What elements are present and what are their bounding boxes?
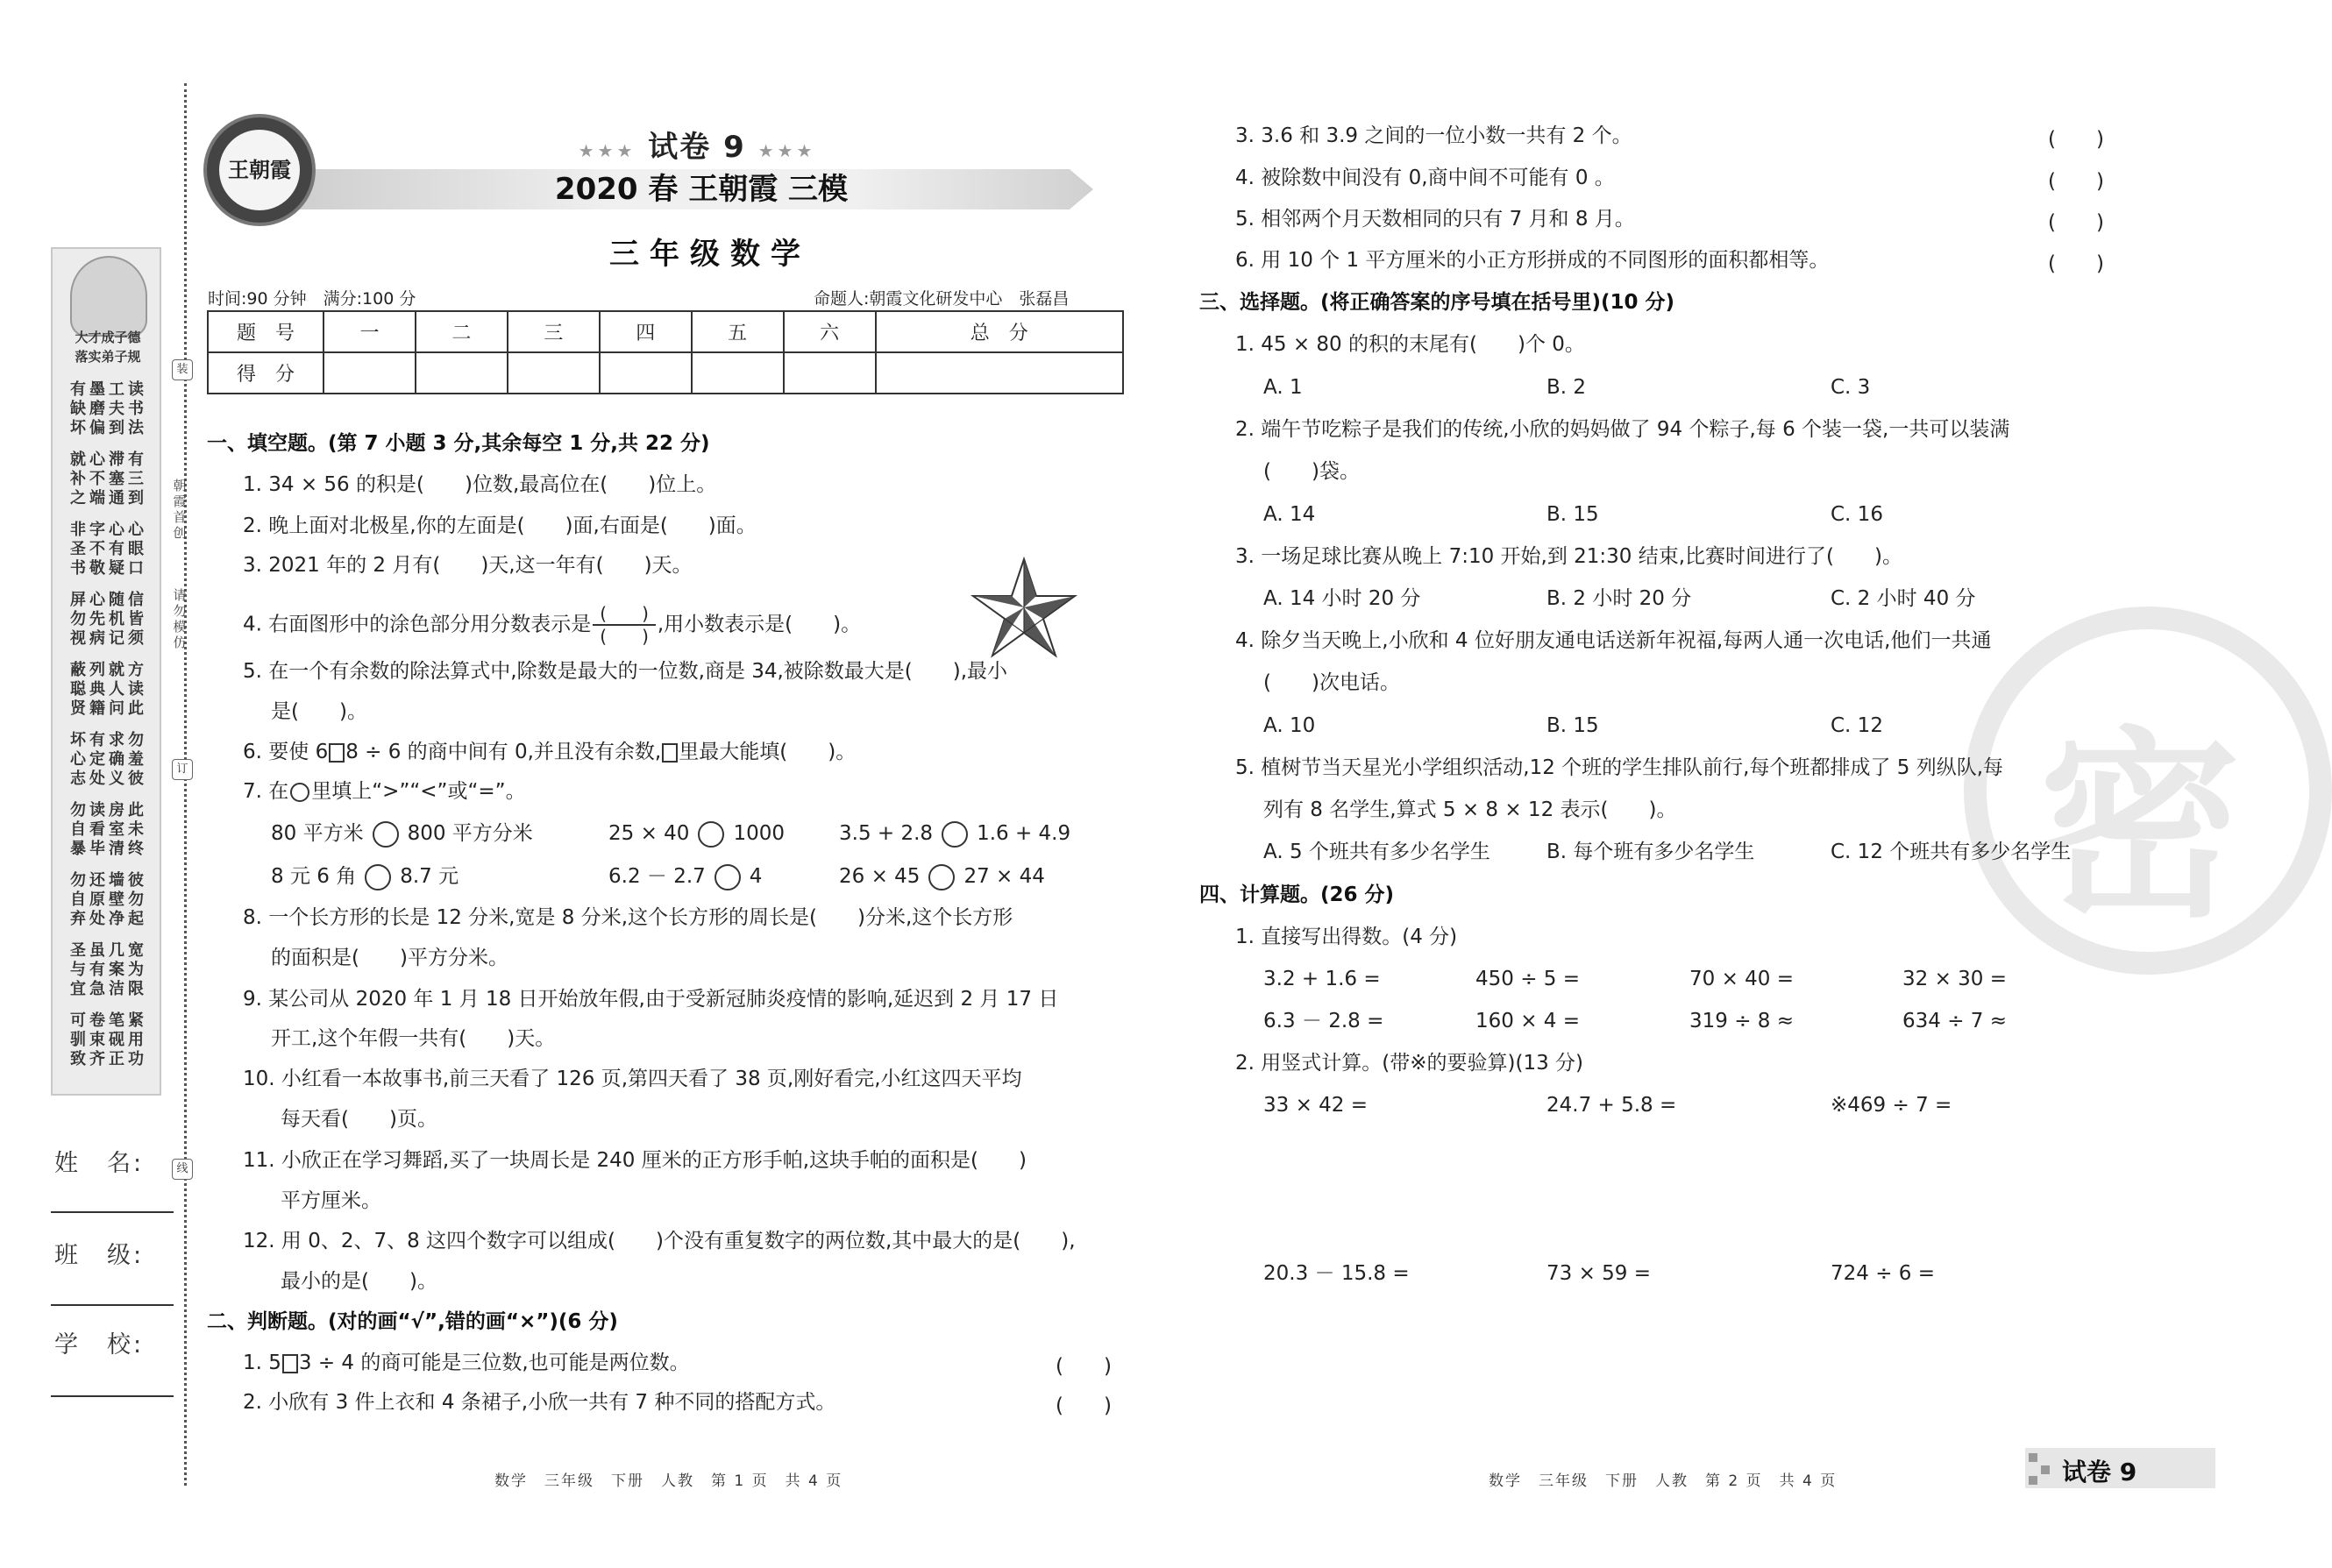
compare-item: 8 元 6 角 8.7 元 [271, 863, 459, 890]
circle-symbol [290, 783, 309, 802]
fill-q10-line1: 10. 小红看一本故事书,前三天看了 126 页,第四天看了 38 页,刚好看完,小红这四天平均 [243, 1068, 1022, 1090]
sidebar-motto-2: 落实弟子规 [75, 349, 141, 365]
section-judge-heading: 二、判断题。(对的画“√”,错的画“×”)(6 分) [207, 1310, 618, 1333]
score-table-cell: 三 [508, 311, 600, 352]
idiom-column: 几案洁 [109, 941, 124, 998]
idiom-column: 勿自弃 [70, 871, 86, 928]
choice-option[interactable]: A. 14 小时 20 分 [1263, 587, 1421, 610]
judge-q6: 6. 用 10 个 1 平方厘米的小正方形拼成的不同图形的面积都相等。 [1235, 249, 1830, 272]
idiom-column: 工夫到 [109, 380, 124, 437]
idiom-column: 坏心志 [70, 731, 86, 788]
score-table-score-row [208, 352, 1123, 394]
choice-option[interactable]: B. 2 [1546, 376, 1587, 399]
time-score-info: 时间:90 分钟 满分:100 分 [208, 289, 416, 309]
seal-mark-1: 装 [172, 359, 193, 380]
school-line[interactable] [51, 1395, 174, 1397]
choice-option[interactable]: A. 5 个班共有多少名学生 [1263, 841, 1490, 863]
choice-option[interactable]: C. 2 小时 40 分 [1831, 587, 1976, 610]
fill-q1: 1. 34 × 56 的积是( )位数,最高位在( )位上。 [243, 473, 717, 496]
name-line[interactable] [51, 1211, 174, 1213]
judge-q2: 2. 小欣有 3 件上衣和 4 条裙子,小欣一共有 7 种不同的搭配方式。 [243, 1391, 836, 1414]
fill-q6 [243, 739, 856, 765]
choice-option[interactable]: C. 3 [1831, 376, 1871, 399]
compare-item: 26 × 45 27 × 44 [839, 863, 1045, 890]
section-fill-heading: 一、填空题。(第 7 小题 3 分,其余每空 1 分,共 22 分) [207, 432, 710, 455]
binding-dotted-line [184, 83, 187, 1486]
square-blank[interactable] [329, 743, 345, 763]
idiom-column: 随机记 [109, 591, 124, 648]
choice-option[interactable]: B. 15 [1546, 503, 1599, 526]
direct-calc-item: 319 ÷ 8 ≈ [1689, 1010, 1795, 1032]
compare-item: 6.2 － 2.7 4 [608, 863, 762, 890]
choice-option[interactable]: B. 15 [1546, 714, 1599, 737]
fill-q9-line2: 开工,这个年假一共有( )天。 [271, 1027, 556, 1050]
direct-calc-item: 70 × 40 = [1689, 968, 1795, 990]
judge-answer-bracket[interactable]: ( ) [1056, 1355, 1112, 1378]
choice-q1: 1. 45 × 80 的积的末尾有( )个 0。 [1235, 333, 1585, 356]
idiom-column: 此未终 [128, 801, 144, 858]
stamp-glyph: 密 [2039, 711, 2242, 945]
fill-q8-line1: 8. 一个长方形的长是 12 分米,宽是 8 分米,这个长方形的周长是( )分米,这个长方形 [243, 906, 1013, 929]
idiom-column: 房室清 [109, 801, 124, 858]
exam-title: 2020 春 王朝霞 三模 [554, 172, 849, 207]
seal-note-2: 请勿模仿 [173, 587, 187, 650]
fill-q6-c: 里最大能填( )。 [679, 741, 857, 763]
idiom-column: 字不敬 [89, 521, 105, 578]
idiom-column: 紧用功 [128, 1011, 144, 1068]
score-input-cell[interactable] [600, 352, 692, 394]
name-label: 姓 名: [54, 1150, 145, 1177]
section-calc-heading: 四、计算题。(26 分) [1199, 883, 1395, 906]
judge-answer-bracket[interactable]: ( ) [2048, 170, 2104, 193]
calc-sub1-heading: 1. 直接写出得数。(4 分) [1235, 926, 1458, 948]
seal-mark-3: 线 [172, 1159, 193, 1180]
fill-q7 [243, 778, 526, 805]
choice-q5-line1: 5. 植树节当天星光小学组织活动,12 个班的学生排队前行,每个班都排成了 5 列纵队,每 [1235, 756, 2004, 779]
score-table-cell: 四 [600, 311, 692, 352]
idiom-column: 有三到 [128, 451, 144, 507]
paper-number: 试卷 9 [648, 130, 746, 165]
choice-q3: 3. 一场足球比赛从晚上 7:10 开始,到 21:30 结束,比赛时间进行了( )。 [1235, 545, 1902, 568]
judge-q1: 1. 5 3 ÷ 4 的商可能是三位数,也可能是两位数。 [243, 1352, 690, 1374]
vertical-calc-item: 724 ÷ 6 = [1831, 1262, 1936, 1285]
idiom-column: 勿自暴 [70, 801, 86, 858]
idiom-column: 心有疑 [109, 521, 124, 578]
judge-q4: 4. 被除数中间没有 0,商中间不可能有 0 。 [1235, 167, 1615, 189]
secret-stamp-watermark [1964, 607, 2332, 975]
fill-q8-line2: 的面积是( )平方分米。 [271, 947, 508, 969]
seal-mark-2: 订 [172, 759, 193, 780]
direct-calc-item: 32 × 30 = [1902, 968, 2008, 990]
judge-answer-bracket[interactable]: ( ) [1056, 1394, 1112, 1417]
choice-q4-line2: ( )次电话。 [1263, 671, 1400, 694]
idiom-column: 虽有急 [89, 941, 105, 998]
square-blank [662, 743, 678, 763]
compare-item: 25 × 40 1000 [608, 820, 785, 848]
idiom-column: 圣与宜 [70, 941, 86, 998]
score-input-cell[interactable] [323, 352, 416, 394]
choice-option[interactable]: C. 12 [1831, 714, 1883, 737]
fill-q12-line2: 最小的是( )。 [281, 1270, 437, 1293]
subject-title: 三年级数学 [609, 237, 811, 272]
choice-q2-line2: ( )袋。 [1263, 460, 1360, 483]
logo-text: 王朝霞 [219, 130, 300, 210]
vertical-calc-item: ※469 ÷ 7 = [1831, 1094, 1952, 1117]
choice-option[interactable]: C. 12 个班共有多少名学生 [1831, 841, 2072, 863]
fill-q5-line1: 5. 在一个有余数的除法算式中,除数是最大的一位数,商是 34,被除数最大是( ),最小 [243, 660, 1008, 683]
idiom-column: 笔砚正 [109, 1011, 124, 1068]
fill-q10-line2: 每天看( )页。 [281, 1108, 437, 1131]
idiom-column: 屏勿视 [70, 591, 86, 648]
judge-answer-bracket[interactable]: ( ) [2048, 252, 2104, 275]
compare-circle[interactable] [698, 821, 724, 848]
idiom-column: 非圣书 [70, 521, 86, 578]
idiom-column: 求确义 [109, 731, 124, 788]
sidebar-panel [51, 247, 161, 1096]
fill-q4-text-a: 4. 右面图形中的涂色部分用分数表示是 [243, 613, 592, 636]
compare-circle[interactable] [715, 864, 741, 890]
idiom-column: 蔽聪贤 [70, 661, 86, 718]
square-blank [282, 1354, 298, 1373]
score-input-cell[interactable] [784, 352, 876, 394]
calc-sub2-heading: 2. 用竖式计算。(带※的要验算)(13 分) [1235, 1052, 1583, 1075]
choice-option[interactable]: A. 14 [1263, 503, 1316, 526]
idiom-column: 心先病 [89, 591, 105, 648]
idiom-column: 心眼口 [128, 521, 144, 578]
choice-option[interactable]: A. 10 [1263, 714, 1316, 737]
direct-calc-item: 634 ÷ 7 ≈ [1902, 1010, 2008, 1032]
page-tab [2025, 1448, 2215, 1488]
fill-q9-line1: 9. 某公司从 2020 年 1 月 18 日开始放年假,由于受新冠肺炎疫情的影响,延迟到 2 月 17 日 [243, 988, 1059, 1011]
idiom-column: 读看毕 [89, 801, 105, 858]
vertical-calc-item: 73 × 59 = [1546, 1262, 1652, 1285]
score-table-cell: 一 [323, 311, 416, 352]
choice-q5-line2: 列有 8 名学生,算式 5 × 8 × 12 表示( )。 [1263, 798, 1677, 821]
stars-right: ★★★ [757, 140, 816, 161]
fill-q11-line1: 11. 小欣正在学习舞蹈,买了一块周长是 240 厘米的正方形手帕,这块手帕的面积是( ) [243, 1149, 1027, 1172]
score-input-cell[interactable] [416, 352, 508, 394]
compare-circle[interactable] [373, 821, 399, 848]
judge-answer-bracket[interactable]: ( ) [2048, 211, 2104, 234]
compare-item: 80 平方米 800 平方分米 [271, 820, 533, 848]
fill-q6-a: 6. 要使 6 [243, 741, 329, 763]
direct-calc-item: 450 ÷ 5 = [1475, 968, 1581, 990]
compare-circle[interactable] [365, 864, 391, 890]
author-info: 命题人:朝霞文化研发中心 张磊昌 [814, 289, 1070, 309]
judge-q5: 5. 相邻两个月天数相同的只有 7 月和 8 月。 [1235, 208, 1635, 231]
vertical-calc-item: 24.7 + 5.8 = [1546, 1094, 1677, 1117]
score-input-cell[interactable] [692, 352, 784, 394]
score-table-cell: 五 [692, 311, 784, 352]
idiom-column: 就补之 [70, 451, 86, 507]
fill-q12-line1: 12. 用 0、2、7、8 这四个数字可以组成( )个没有重复数字的两位数,其中最大的是( ), [243, 1230, 1076, 1252]
idiom-column: 墨磨偏 [89, 380, 105, 437]
fill-q3: 3. 2021 年的 2 月有( )天,这一年有( )天。 [243, 554, 693, 577]
footer-left: 数学 三年级 下册 人教 第 1 页 共 4 页 [494, 1472, 843, 1490]
choice-option[interactable]: A. 1 [1263, 376, 1303, 399]
footer-right: 数学 三年级 下册 人教 第 2 页 共 4 页 [1489, 1472, 1838, 1490]
seal-note-1: 朝霞首创 [173, 478, 187, 541]
fill-q7-b: 里填上“>”“<”或“=”。 [311, 780, 526, 803]
score-input-cell[interactable] [876, 352, 1123, 394]
score-table-header-row [208, 311, 1123, 352]
score-table-cell: 题 号 [208, 311, 323, 352]
score-table-cell: 总 分 [876, 311, 1123, 352]
idiom-column: 读书法 [128, 380, 144, 437]
idiom-column: 心不端 [89, 451, 105, 507]
stars-left: ★★★ [578, 140, 636, 161]
fill-q4 [243, 603, 861, 647]
fill-q2: 2. 晚上面对北极星,你的左面是( )面,右面是( )面。 [243, 514, 757, 537]
fill-q7-a: 7. 在 [243, 780, 289, 803]
fill-q11-line2: 平方厘米。 [281, 1189, 381, 1212]
direct-calc-item: 3.2 + 1.6 = [1263, 968, 1381, 990]
idiom-column: 勿羞彼 [128, 731, 144, 788]
compare-item: 3.5 + 2.8 1.6 + 4.9 [839, 820, 1070, 848]
idiom-column: 彼勿起 [128, 871, 144, 928]
idiom-column: 墙壁净 [109, 871, 124, 928]
idiom-column: 有定处 [89, 731, 105, 788]
choice-option[interactable]: B. 每个班有多少名学生 [1546, 841, 1755, 863]
paper-number-title [552, 123, 842, 166]
score-table-cell: 六 [784, 311, 876, 352]
judge-answer-bracket[interactable]: ( ) [2048, 128, 2104, 151]
vertical-calc-item: 33 × 42 = [1263, 1094, 1369, 1117]
compare-circle[interactable] [928, 864, 955, 890]
brand-logo [203, 114, 316, 226]
fill-q6-b: 8 ÷ 6 的商中间有 0,并且没有余数, [345, 741, 662, 763]
judge-q3: 3. 3.6 和 3.9 之间的一位小数一共有 2 个。 [1235, 124, 1632, 147]
fill-q4-text-b: ,用小数表示是( )。 [657, 613, 862, 636]
vertical-calc-item: 20.3 － 15.8 = [1263, 1262, 1410, 1285]
fill-q5-line2: 是( )。 [271, 700, 367, 723]
idiom-column: 列典籍 [89, 661, 105, 718]
scholar-illustration [70, 256, 147, 337]
choice-q4-line1: 4. 除夕当天晚上,小欣和 4 位好朋友通电话送新年祝福,每两人通一次电话,他们一共通 [1235, 629, 1992, 652]
idiom-column: 有缺坏 [70, 380, 86, 437]
sidebar-motto-1: 大才成子德 [75, 330, 141, 345]
idiom-column: 就人问 [109, 661, 124, 718]
score-label-cell: 得 分 [208, 352, 323, 394]
direct-calc-item: 6.3 － 2.8 = [1263, 1010, 1384, 1032]
choice-option[interactable]: B. 2 小时 20 分 [1546, 587, 1692, 610]
compare-circle[interactable] [942, 821, 968, 848]
idiom-column: 卷束齐 [89, 1011, 105, 1068]
idiom-column: 方读此 [128, 661, 144, 718]
score-table-cell: 二 [416, 311, 508, 352]
idiom-column: 滞塞通 [109, 451, 124, 507]
school-label: 学 校: [54, 1331, 145, 1359]
score-table [207, 310, 1124, 394]
score-input-cell[interactable] [508, 352, 600, 394]
idiom-column: 可驯致 [70, 1011, 86, 1068]
choice-q2-line1: 2. 端午节吃粽子是我们的传统,小欣的妈妈做了 94 个粽子,每 6 个装一袋,一共可以装满 [1235, 418, 2010, 441]
fraction-blank[interactable]: $\frac{( )}{( )}$ [593, 603, 656, 647]
idiom-column: 信皆须 [128, 591, 144, 648]
direct-calc-item: 160 × 4 = [1475, 1010, 1581, 1032]
choice-option[interactable]: C. 16 [1831, 503, 1883, 526]
page-tab-label: 试卷 9 [2062, 1458, 2137, 1486]
class-line[interactable] [51, 1304, 174, 1306]
idiom-column: 宽为限 [128, 941, 144, 998]
class-label: 班 级: [54, 1242, 145, 1269]
idiom-column: 还原处 [89, 871, 105, 928]
star-figure [971, 557, 1077, 657]
section-choice-heading: 三、选择题。(将正确答案的序号填在括号里)(10 分) [1199, 291, 1675, 314]
